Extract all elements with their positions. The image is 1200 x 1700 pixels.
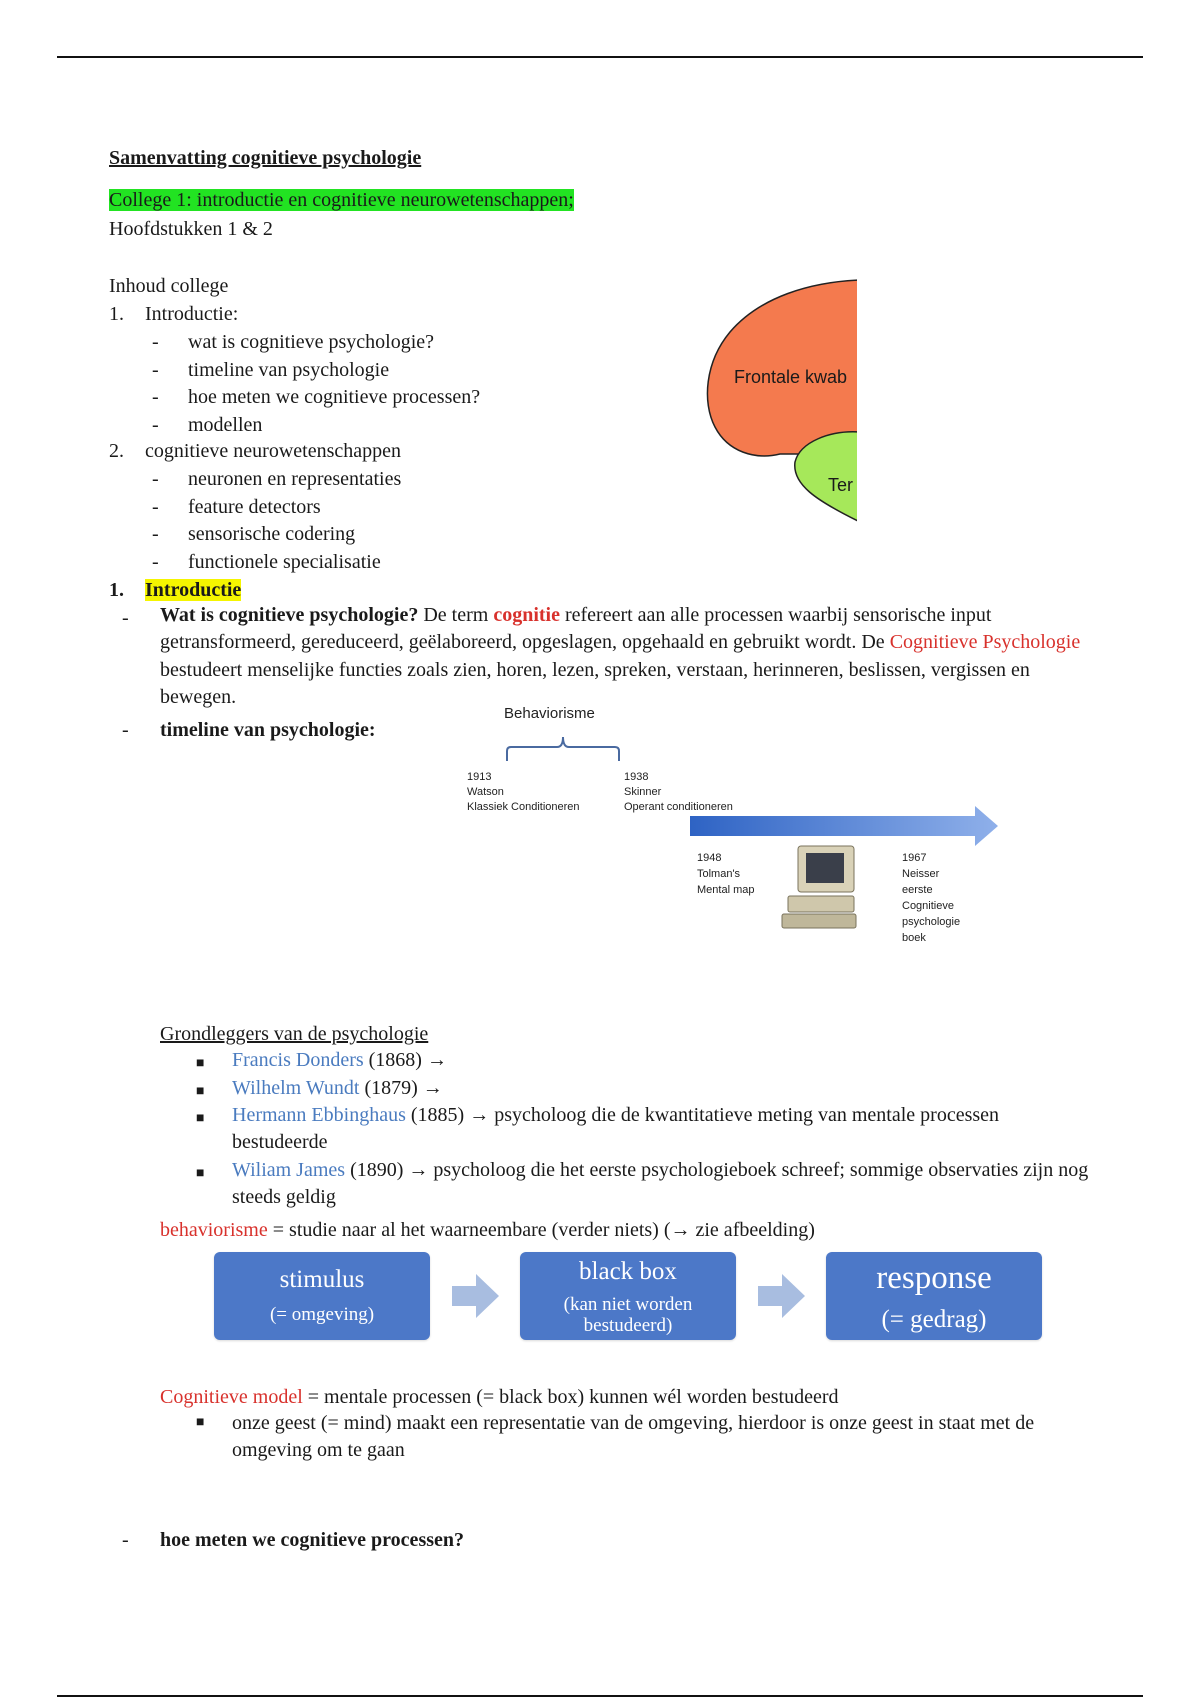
contents-sub-dash: - <box>152 386 159 408</box>
contents-sub-dash: - <box>152 468 159 490</box>
contents-item2-label: cognitieve neurowetenschappen <box>145 440 402 462</box>
event-1913-year: 1913 <box>467 771 492 783</box>
frontal-lobe-label: Frontale kwab <box>734 367 848 387</box>
contents-item2-num: 2. <box>109 440 124 462</box>
contents-sub-item: wat is cognitieve psychologie? <box>188 331 435 353</box>
timeline-arrow <box>690 804 1000 848</box>
behaviorisme-brace <box>505 733 621 763</box>
event-1967-line5: boek <box>902 932 926 944</box>
founder-arrow: → <box>426 1049 447 1071</box>
section1-heading: Introductie <box>145 579 242 601</box>
event-1938-text: Operant conditioneren <box>624 801 733 813</box>
founder-bullet: ■ <box>196 1084 205 1099</box>
event-1948-text: Mental map <box>697 884 755 896</box>
temporal-lobe-label: Ter <box>828 475 854 495</box>
event-1967-line3: Cognitieve <box>902 900 954 912</box>
contents-sub-dash: - <box>152 495 159 518</box>
measure-heading: hoe meten we cognitieve processen? <box>160 1529 465 1551</box>
event-1967-line4: psychologie <box>902 916 961 928</box>
contents-sub-item: feature detectors <box>188 495 321 518</box>
founder-bullet: ■ <box>196 1111 205 1126</box>
measure-dash: - <box>122 1529 129 1551</box>
event-1938-name: Skinner <box>624 786 662 798</box>
contents-sub-item: timeline van psychologie <box>188 358 390 381</box>
event-1948-name: Tolman's <box>697 868 741 880</box>
founder-name: Hermann Ebbinghaus <box>232 1104 406 1126</box>
page-title: Samenvatting cognitieve psychologie <box>109 147 422 169</box>
cognitive-model-line: Cognitieve model = mentale processen (= black box) kunnen wél worden bestudeerd <box>160 1386 839 1408</box>
contents-sub-dash: - <box>152 358 159 381</box>
flow-arrow-2 <box>758 1272 806 1320</box>
founder-name: Wilhelm Wundt <box>232 1077 360 1099</box>
section1-num: 1. <box>109 579 124 601</box>
contents-sub-item: hoe meten we cognitieve processen? <box>188 386 481 408</box>
blackbox-box <box>520 1252 736 1340</box>
event-1913-name: Watson <box>467 786 504 798</box>
contents-sub-item: sensorische codering <box>188 523 356 545</box>
stimulus-box <box>214 1252 430 1340</box>
cognitive-model-bullet-mark: ■ <box>196 1415 205 1430</box>
timeline-heading: timeline van psychologie: <box>160 719 376 741</box>
founders-heading: Grondleggers van de psychologie <box>160 1023 429 1045</box>
founder-year: (1879) <box>359 1077 423 1099</box>
college-title: College 1: introductie en cognitieve neurowetenschappen; <box>109 189 574 211</box>
cognitive-model-bullet: onze geest (= mind) maakt een representatie van de omgeving, hierdoor is onze geest in staat met de omgeving om te gaan <box>232 1412 1035 1462</box>
founder-item <box>232 1075 1092 1102</box>
contents-heading: Inhoud college <box>109 275 229 297</box>
behaviorism-line: behaviorisme = studie naar al het waarneembare (verder niets) (→ zie afbeelding) <box>160 1219 815 1241</box>
founder-text: psycholoog die de kwantitatieve meting van mentale processen bestudeerde <box>232 1104 1000 1154</box>
founder-item <box>232 1047 1092 1074</box>
founder-year: (1890) <box>345 1159 409 1181</box>
event-1967-line2: eerste <box>902 884 933 896</box>
bottom-rule <box>57 1695 1143 1697</box>
flow-arrow-1 <box>452 1272 500 1320</box>
founder-text: psycholoog die het eerste psychologieboek schreef; sommige observaties zijn nog steeds geldig <box>232 1159 1089 1209</box>
what-is-dash: - <box>122 607 129 629</box>
timeline-dash: - <box>122 719 129 741</box>
brain-illustration <box>700 272 860 532</box>
founder-arrow: → <box>408 1159 429 1181</box>
event-1967-year: 1967 <box>902 852 927 864</box>
behaviorisme-label: Behaviorisme <box>504 705 595 722</box>
stimulus-label: stimulus <box>279 1266 365 1293</box>
contents-sub-item: neuronen en representaties <box>188 468 402 490</box>
founder-item <box>232 1102 1092 1157</box>
founder-arrow: → <box>422 1077 443 1099</box>
contents-sub-dash: - <box>152 523 159 545</box>
event-1938-year: 1938 <box>624 771 649 783</box>
stimulus-sub: (= omgeving) <box>269 1304 375 1325</box>
top-rule <box>57 56 1143 58</box>
founder-name: Wiliam James <box>232 1159 346 1181</box>
response-sub: (= gedrag) <box>881 1306 987 1333</box>
event-1967-line1: Neisser <box>902 868 940 880</box>
founder-year: (1885) <box>405 1104 470 1126</box>
event-1913-text: Klassiek Conditioneren <box>467 801 580 813</box>
founder-name: Francis Donders <box>232 1049 364 1071</box>
founder-bullet: ■ <box>196 1056 205 1071</box>
contents-sub-dash: - <box>152 550 159 573</box>
contents-sub-item: functionele specialisatie <box>188 550 381 573</box>
computer-icon <box>778 844 864 932</box>
contents-item1-num: 1. <box>109 303 124 325</box>
event-1948-year: 1948 <box>697 852 722 864</box>
blackbox-sub2: bestudeerd) <box>583 1315 673 1336</box>
founder-bullet: ■ <box>196 1166 205 1181</box>
blackbox-label: black box <box>579 1258 677 1285</box>
founder-year: (1868) <box>363 1049 427 1071</box>
founder-arrow: → <box>469 1104 490 1126</box>
contents-sub-dash: - <box>152 331 159 353</box>
response-label: response <box>876 1260 992 1296</box>
response-box <box>826 1252 1042 1340</box>
contents-item1-label: Introductie: <box>145 303 239 325</box>
blackbox-sub1: (kan niet worden <box>563 1294 693 1315</box>
contents-sub-dash: - <box>152 413 159 436</box>
contents-sub-item: modellen <box>188 413 263 436</box>
chapters: Hoofdstukken 1 & 2 <box>109 218 273 240</box>
founder-item <box>232 1157 1092 1212</box>
what-is-paragraph: Wat is cognitieve psychologie? De term cognitie refereert aan alle processen waarbij sensorische input getransformeerd, gereduceerd, geëlaboreerd, opgeslagen, opgehaald en gebruikt wordt. De Cognitieve Psychologie bestudeert menselijke functies zoals zien, horen, lezen, spreken, verstaan, herinneren, beslissen, vergissen en bewegen. <box>160 604 1081 708</box>
